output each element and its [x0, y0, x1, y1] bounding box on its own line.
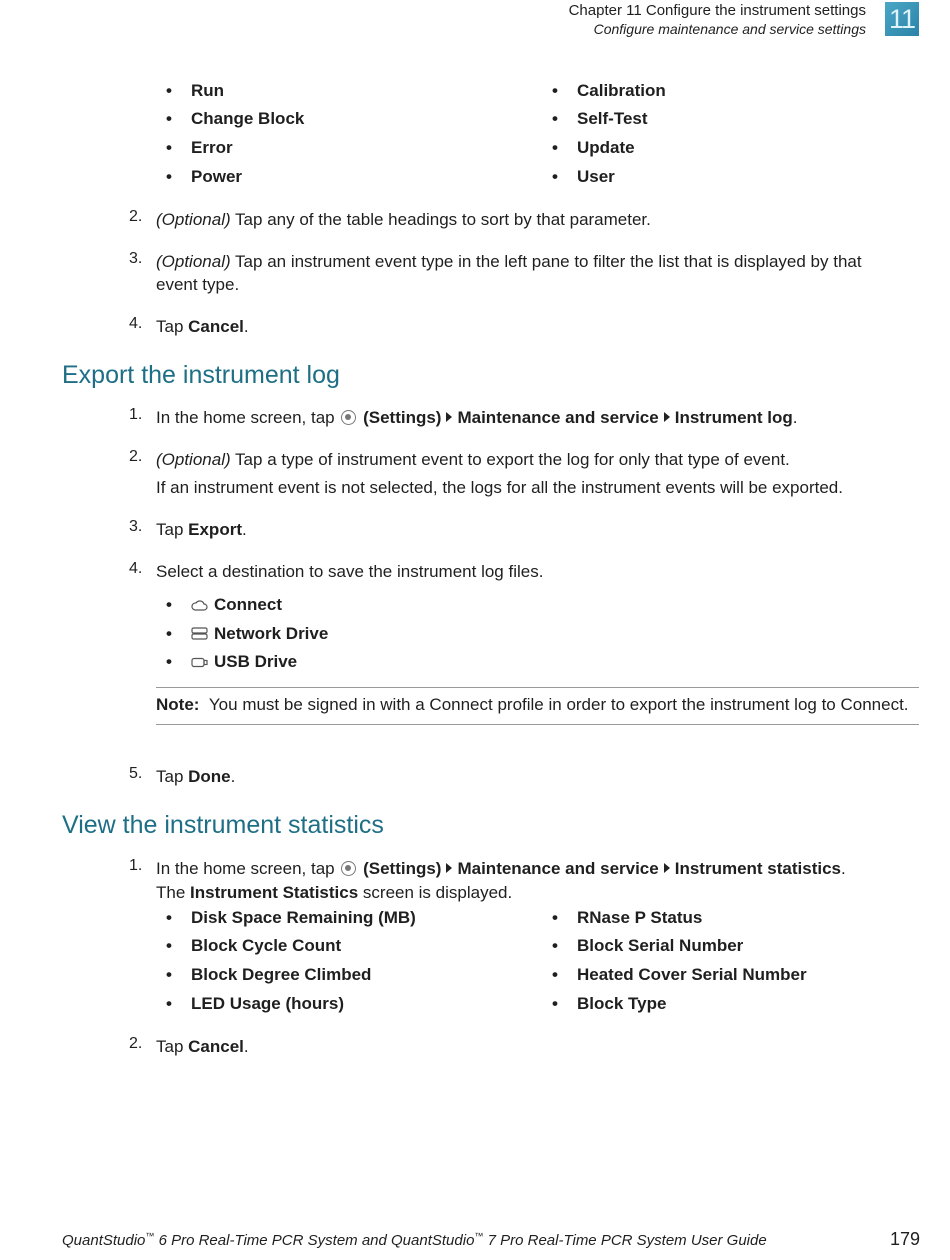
step-number: 3. [129, 518, 143, 535]
running-header [569, 1, 866, 39]
step-text: In the home screen, tap (Settings) Maintenance and service Instrument statistics. [156, 859, 846, 878]
list-item: • Update [552, 138, 635, 157]
list-item: • Run [166, 81, 225, 100]
list-item: • Block Degree Climbed [166, 965, 372, 984]
chevron-right-icon [446, 412, 452, 422]
chapter-title: Configure the instrument settings [645, 2, 866, 19]
list-item: • Calibration [552, 81, 666, 100]
chevron-right-icon [446, 863, 452, 873]
list-item: • Network Drive [191, 623, 328, 646]
list-item: • Heated Cover Serial Number [552, 965, 807, 984]
list-item: • Self-Test [552, 109, 648, 128]
usb-drive-icon [191, 652, 208, 674]
step-text: Tap Cancel. [156, 317, 249, 336]
step-subtext: The Instrument Statistics screen is displayed. [156, 883, 513, 902]
chapter-label: Chapter 11 [568, 2, 642, 19]
list-item: • Connect [191, 594, 282, 617]
header-chapter [569, 1, 866, 20]
gear-icon [341, 410, 356, 425]
step-text: Tap Export. [156, 520, 247, 539]
list-item: • Change Block [166, 109, 305, 128]
list-item: • Block Cycle Count [166, 936, 342, 955]
step-number: 2. [129, 208, 143, 225]
list-item: • Block Serial Number [552, 936, 744, 955]
list-item: • Block Type [552, 994, 667, 1013]
step-number: 2. [129, 1035, 143, 1052]
header-section: Configure maintenance and service settings [593, 21, 866, 37]
step-text: (Optional) Tap a type of instrument event to export the log for only that type of event. [156, 450, 790, 469]
step-text: (Optional) Tap an instrument event type in the left pane to filter the list that is displayed by that event type. [156, 252, 862, 294]
step-number: 5. [129, 765, 143, 782]
step-text: Tap Cancel. [156, 1037, 249, 1056]
list-item: • Power [166, 167, 243, 186]
section-heading: Export the instrument log [62, 361, 340, 389]
list-item: • Error [166, 138, 233, 157]
chapter-tab: 11 [885, 2, 919, 36]
step-number: 1. [129, 406, 143, 423]
step-number: 1. [129, 857, 143, 874]
step-text: Select a destination to save the instrument log files. [156, 562, 544, 581]
cloud-icon [191, 595, 208, 617]
list-item: • Disk Space Remaining (MB) [166, 908, 416, 927]
step-number: 3. [129, 250, 143, 267]
list-item: • USB Drive [191, 651, 297, 674]
page-number: 179 [889, 1229, 920, 1249]
note-box [156, 687, 919, 725]
gear-icon [341, 861, 356, 876]
step-text: (Optional) Tap any of the table headings to sort by that parameter. [156, 210, 651, 229]
network-drive-icon [191, 624, 208, 646]
chevron-right-icon [664, 863, 670, 873]
section-heading: View the instrument statistics [62, 811, 384, 839]
step-number: 4. [129, 560, 143, 577]
step-text: Tap Done. [156, 767, 236, 786]
step-number: 4. [129, 315, 143, 332]
note-label: Note: [156, 695, 200, 714]
running-footer: QuantStudio™ 6 Pro Real-Time PCR System and QuantStudio™ 7 Pro Real-Time PCR System User Guide [62, 1231, 767, 1249]
note-text: You must be signed in with a Connect profile in order to export the instrument log to Connect. [208, 695, 909, 714]
step-subtext: If an instrument event is not selected, the logs for all the instrument events will be exported. [156, 478, 843, 497]
step-number: 2. [129, 448, 143, 465]
chevron-right-icon [664, 412, 670, 422]
step-text: In the home screen, tap (Settings) Maintenance and service Instrument log. [156, 408, 798, 427]
list-item: • User [552, 167, 615, 186]
list-item: • LED Usage (hours) [166, 994, 345, 1013]
list-item: • RNase P Status [552, 908, 703, 927]
